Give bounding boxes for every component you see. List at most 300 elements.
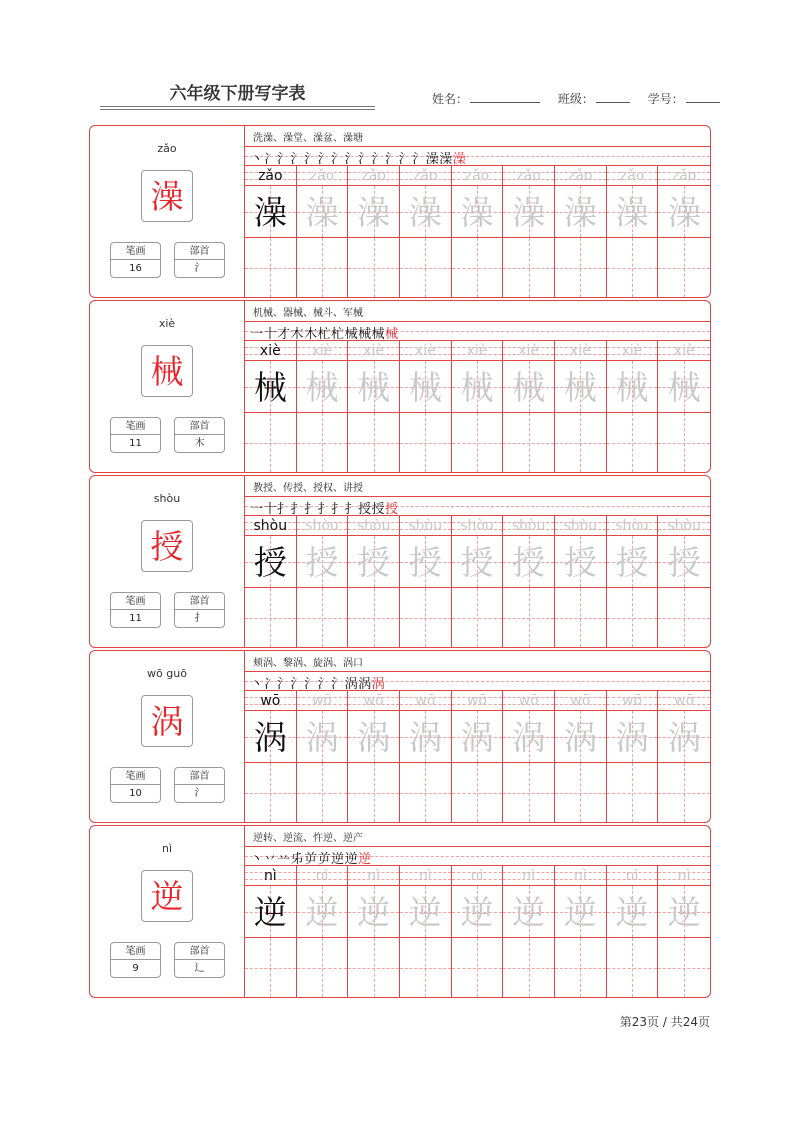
- radical-label: 部首: [175, 943, 224, 960]
- stroke-count: 16: [129, 263, 142, 274]
- practice-column: [607, 166, 659, 297]
- pinyin-cell[interactable]: [452, 341, 503, 361]
- pinyin-cell[interactable]: [400, 166, 451, 186]
- stroke-step: 氵: [317, 677, 332, 692]
- trace-cell[interactable]: [658, 711, 710, 763]
- pinyin-cell[interactable]: [503, 866, 554, 886]
- trace-cell[interactable]: [297, 886, 348, 938]
- pinyin-trace: nì: [470, 868, 484, 884]
- trace-cell[interactable]: [452, 536, 503, 588]
- pinyin-cell[interactable]: [555, 866, 606, 886]
- practice-column: [400, 866, 452, 997]
- char-trace: 械: [357, 367, 391, 407]
- char-card: [89, 300, 711, 473]
- pinyin-cell[interactable]: [658, 516, 710, 536]
- stroke-step: 氵: [290, 152, 305, 167]
- stroke-step: 十: [263, 327, 278, 342]
- trace-cell[interactable]: [503, 186, 554, 238]
- blank-practice-cell[interactable]: [245, 938, 296, 997]
- example-words: 洗澡、澡堂、澡盆、澡塘: [253, 133, 363, 144]
- char-pinyin: xiè: [158, 317, 176, 330]
- blank-practice-cell[interactable]: [348, 238, 399, 297]
- stroke-step: 冫: [263, 677, 278, 692]
- radical: 辶: [194, 963, 205, 974]
- trace-cell[interactable]: [348, 361, 399, 413]
- pinyin-trace: xiè: [311, 343, 333, 359]
- char-trace: 械: [460, 367, 494, 407]
- pinyin-cell[interactable]: [297, 866, 348, 886]
- trace-cell[interactable]: [297, 361, 348, 413]
- stroke-order: [250, 673, 385, 692]
- blank-practice-cell[interactable]: [503, 238, 554, 297]
- practice-column: [348, 516, 400, 647]
- char-trace: 授: [512, 542, 546, 582]
- stroke-step: 十: [263, 502, 278, 517]
- trace-cell[interactable]: [245, 886, 296, 938]
- practice-column: [400, 516, 452, 647]
- char-trace: 逆: [408, 892, 442, 932]
- stroke-step: 杧: [331, 327, 345, 342]
- stroke-order: [250, 323, 399, 342]
- stroke-step: 氵: [277, 677, 291, 692]
- blank-practice-cell[interactable]: [297, 413, 348, 472]
- char-card: [89, 475, 711, 648]
- trace-cell[interactable]: [658, 536, 710, 588]
- trace-cell[interactable]: [555, 536, 606, 588]
- trace-cell[interactable]: [297, 711, 348, 763]
- trace-cell[interactable]: [555, 711, 606, 763]
- stroke-step: 一: [250, 502, 264, 517]
- stroke-step: 涡: [358, 677, 372, 692]
- pinyin-trace: xiè: [673, 343, 695, 359]
- practice-grid: [245, 516, 710, 647]
- blank-practice-cell[interactable]: [555, 763, 606, 822]
- char-display: 械: [141, 345, 193, 397]
- blank-practice-cell[interactable]: [400, 588, 451, 647]
- char-trace: 澡: [667, 192, 701, 232]
- practice-column: [400, 691, 452, 822]
- blank-practice-cell[interactable]: [555, 588, 606, 647]
- char-card: [89, 825, 711, 998]
- pinyin-trace: xiè: [518, 343, 540, 359]
- blank-practice-cell[interactable]: [503, 938, 554, 997]
- trace-cell[interactable]: [607, 711, 658, 763]
- stroke-count-box: [110, 942, 161, 978]
- pinyin-trace: wō: [311, 693, 332, 709]
- stroke-step: 氵: [290, 677, 305, 692]
- blank-practice-cell[interactable]: [503, 413, 554, 472]
- trace-cell[interactable]: [245, 536, 296, 588]
- blank-practice-cell[interactable]: [607, 763, 658, 822]
- practice-column: [452, 166, 504, 297]
- blank-practice-cell[interactable]: [452, 938, 503, 997]
- pinyin-trace: shòu: [615, 518, 649, 534]
- pinyin-cell[interactable]: [658, 866, 710, 886]
- pinyin-trace: xiè: [621, 343, 643, 359]
- char-trace: 械: [408, 367, 442, 407]
- stroke-step: 丶: [250, 677, 264, 692]
- stroke-count-box: [110, 767, 161, 803]
- blank-practice-cell[interactable]: [452, 763, 503, 822]
- practice-column: [503, 691, 555, 822]
- stroke-step: 扌: [290, 502, 305, 517]
- stroke-step: 氵: [412, 152, 426, 167]
- char-trace: 澡: [253, 192, 287, 232]
- pinyin-trace: wō: [363, 693, 384, 709]
- trace-cell[interactable]: [503, 361, 554, 413]
- trace-cell[interactable]: [400, 886, 451, 938]
- pinyin-cell[interactable]: [297, 516, 348, 536]
- trace-cell[interactable]: [452, 361, 503, 413]
- stroke-step: 氵: [277, 152, 291, 167]
- blank-practice-cell[interactable]: [607, 413, 658, 472]
- pinyin-cell[interactable]: [452, 866, 503, 886]
- practice-column: [555, 516, 607, 647]
- trace-cell[interactable]: [555, 361, 606, 413]
- pinyin-trace: shòu: [356, 518, 391, 534]
- char-pinyin: zǎo: [157, 142, 177, 155]
- stroke-order-row: [245, 671, 710, 691]
- number-field[interactable]: [686, 91, 720, 103]
- blank-practice-cell[interactable]: [297, 588, 348, 647]
- pinyin-trace: shòu: [563, 518, 598, 534]
- pinyin-cell[interactable]: [607, 866, 658, 886]
- char-trace: 授: [615, 542, 649, 582]
- pinyin-cell[interactable]: [555, 691, 606, 711]
- pinyin-cell[interactable]: [297, 166, 348, 186]
- trace-cell[interactable]: [400, 711, 451, 763]
- pinyin-cell[interactable]: [503, 341, 554, 361]
- char-trace: 澡: [305, 192, 339, 232]
- blank-practice-cell[interactable]: [348, 938, 399, 997]
- stroke-step: 扌: [277, 502, 291, 517]
- trace-cell[interactable]: [607, 886, 658, 938]
- blank-practice-cell[interactable]: [555, 238, 606, 297]
- stroke-step: 屰: [317, 852, 332, 867]
- stroke-step: 氵: [304, 152, 318, 167]
- blank-practice-cell[interactable]: [400, 938, 451, 997]
- trace-cell[interactable]: [245, 361, 296, 413]
- class-field[interactable]: [596, 91, 630, 103]
- practice-column: [503, 866, 555, 997]
- stroke-count-box: [110, 242, 161, 278]
- trace-cell[interactable]: [658, 186, 710, 238]
- stroke-count-label: 笔画: [111, 243, 160, 260]
- blank-practice-cell[interactable]: [245, 763, 296, 822]
- practice-column: [348, 341, 400, 472]
- char-trace: 授: [253, 542, 287, 582]
- stroke-step: 逆: [344, 852, 359, 867]
- char-trace: 涡: [408, 717, 442, 757]
- practice-column: [658, 166, 710, 297]
- blank-practice-cell[interactable]: [400, 413, 451, 472]
- trace-cell[interactable]: [607, 536, 658, 588]
- practice-column: [503, 341, 555, 472]
- practice-column: [503, 516, 555, 647]
- trace-cell[interactable]: [452, 711, 503, 763]
- blank-practice-cell[interactable]: [348, 763, 399, 822]
- pinyin-cell[interactable]: [348, 166, 399, 186]
- practice-column: [607, 516, 659, 647]
- pinyin-cell[interactable]: [503, 166, 554, 186]
- practice-column: [503, 166, 555, 297]
- blank-practice-cell[interactable]: [607, 588, 658, 647]
- pinyin-trace: shòu: [460, 518, 494, 534]
- pinyin-cell[interactable]: [245, 166, 296, 186]
- char-trace: 涡: [563, 717, 597, 757]
- stroke-step: 才: [277, 327, 291, 342]
- char-trace: 械: [512, 367, 546, 407]
- blank-practice-cell[interactable]: [452, 588, 503, 647]
- pinyin-cell[interactable]: [555, 516, 606, 536]
- pinyin-cell[interactable]: [503, 691, 554, 711]
- stroke-order-row: [245, 496, 710, 516]
- practice-column: [348, 166, 400, 297]
- practice-column: [555, 166, 607, 297]
- practice-column: [297, 516, 349, 647]
- trace-cell[interactable]: [348, 536, 399, 588]
- blank-practice-cell[interactable]: [503, 588, 554, 647]
- trace-cell[interactable]: [400, 536, 451, 588]
- blank-practice-cell[interactable]: [400, 238, 451, 297]
- trace-cell[interactable]: [245, 186, 296, 238]
- blank-practice-cell[interactable]: [658, 938, 710, 997]
- pinyin-cell[interactable]: [555, 341, 606, 361]
- practice-grid: [245, 691, 710, 822]
- pinyin-cell[interactable]: [400, 866, 451, 886]
- trace-cell[interactable]: [452, 186, 503, 238]
- blank-practice-cell[interactable]: [607, 938, 658, 997]
- trace-cell[interactable]: [503, 536, 554, 588]
- char-trace: 涡: [357, 717, 391, 757]
- trace-cell[interactable]: [348, 186, 399, 238]
- pinyin-trace: xiè: [569, 343, 591, 359]
- stroke-step: 氵: [304, 677, 318, 692]
- pinyin-cell[interactable]: [658, 691, 710, 711]
- char-trace: 授: [357, 542, 391, 582]
- blank-practice-cell[interactable]: [503, 763, 554, 822]
- blank-practice-cell[interactable]: [658, 238, 710, 297]
- stroke-order-row: [245, 146, 710, 166]
- stroke-order: [250, 848, 372, 867]
- practice-column: [452, 341, 504, 472]
- pinyin-cell[interactable]: [400, 691, 451, 711]
- title-rule: [100, 109, 375, 110]
- char-trace: 澡: [357, 192, 391, 232]
- stroke-step: 氵: [385, 152, 399, 167]
- stroke-step: 逆: [331, 852, 345, 867]
- pinyin-cell[interactable]: [297, 691, 348, 711]
- blank-practice-cell[interactable]: [348, 588, 399, 647]
- blank-practice-cell[interactable]: [348, 413, 399, 472]
- pinyin-trace: zǎo: [258, 168, 283, 184]
- blank-practice-cell[interactable]: [452, 413, 503, 472]
- stroke-step: 丷: [263, 852, 278, 867]
- radical: 木: [194, 438, 205, 449]
- practice-column: [297, 691, 349, 822]
- pinyin-cell[interactable]: [400, 341, 451, 361]
- pinyin-cell[interactable]: [348, 866, 399, 886]
- pinyin-cell[interactable]: [658, 341, 710, 361]
- example-words: 教授、传授、授权、讲授: [253, 483, 363, 494]
- trace-cell[interactable]: [245, 711, 296, 763]
- trace-cell[interactable]: [348, 711, 399, 763]
- pinyin-cell[interactable]: [607, 166, 658, 186]
- trace-cell[interactable]: [607, 186, 658, 238]
- pinyin-cell[interactable]: [452, 691, 503, 711]
- blank-practice-cell[interactable]: [452, 238, 503, 297]
- pinyin-cell[interactable]: [658, 166, 710, 186]
- blank-practice-cell[interactable]: [658, 588, 710, 647]
- practice-column: [348, 691, 400, 822]
- title-rule: [100, 106, 375, 107]
- pinyin-cell[interactable]: [245, 866, 296, 886]
- pinyin-cell[interactable]: [297, 341, 348, 361]
- stroke-step: 氵: [398, 152, 413, 167]
- char-trace: 授: [408, 542, 442, 582]
- blank-practice-cell[interactable]: [555, 938, 606, 997]
- stroke-step: 械: [385, 327, 399, 342]
- practice-column: [245, 691, 297, 822]
- char-trace: 涡: [460, 717, 494, 757]
- stroke-step: 氵: [317, 152, 332, 167]
- pinyin-cell[interactable]: [452, 516, 503, 536]
- radical: 氵: [194, 263, 205, 274]
- char-trace: 逆: [563, 892, 597, 932]
- practice-column: [658, 866, 710, 997]
- char-pinyin: nì: [161, 842, 173, 855]
- pinyin-trace: nì: [522, 868, 536, 884]
- blank-practice-cell[interactable]: [297, 238, 348, 297]
- pinyin-trace: xiè: [466, 343, 488, 359]
- trace-cell[interactable]: [400, 361, 451, 413]
- stroke-count-label: 笔画: [111, 418, 160, 435]
- trace-cell[interactable]: [658, 886, 710, 938]
- pinyin-cell[interactable]: [555, 166, 606, 186]
- pinyin-trace: wō: [260, 693, 281, 709]
- pinyin-trace: zǎo: [619, 168, 645, 184]
- pinyin-cell[interactable]: [607, 516, 658, 536]
- radical: 扌: [194, 613, 205, 624]
- char-card: [89, 125, 711, 298]
- trace-cell[interactable]: [348, 886, 399, 938]
- radical-box: [174, 592, 225, 628]
- trace-cell[interactable]: [555, 886, 606, 938]
- stroke-step: 扌: [304, 502, 318, 517]
- practice-column: [452, 516, 504, 647]
- pinyin-cell[interactable]: [348, 516, 399, 536]
- blank-practice-cell[interactable]: [658, 413, 710, 472]
- char-trace: 逆: [512, 892, 546, 932]
- trace-cell[interactable]: [555, 186, 606, 238]
- practice-column: [297, 341, 349, 472]
- char-trace: 澡: [460, 192, 494, 232]
- pinyin-cell[interactable]: [348, 691, 399, 711]
- class-label: 班级：: [557, 92, 594, 106]
- stroke-step: 授: [358, 502, 372, 517]
- stroke-step: 䒑: [277, 852, 291, 867]
- char-trace: 逆: [667, 892, 701, 932]
- pinyin-trace: xiè: [259, 343, 281, 359]
- pinyin-trace: wō: [415, 693, 436, 709]
- stroke-step: 氵: [331, 677, 345, 692]
- trace-cell[interactable]: [503, 886, 554, 938]
- stroke-count: 9: [132, 963, 139, 974]
- stroke-step: 𠂔: [290, 852, 305, 867]
- practice-column: [452, 691, 504, 822]
- char-trace: 逆: [460, 892, 494, 932]
- char-info-panel: [90, 126, 245, 297]
- trace-cell[interactable]: [297, 536, 348, 588]
- blank-practice-cell[interactable]: [658, 763, 710, 822]
- pinyin-cell[interactable]: [245, 516, 296, 536]
- pinyin-trace: shòu: [253, 518, 288, 534]
- trace-cell[interactable]: [400, 186, 451, 238]
- char-trace: 逆: [357, 892, 391, 932]
- pinyin-cell[interactable]: [348, 341, 399, 361]
- practice-column: [658, 516, 710, 647]
- pinyin-trace: zǎo: [464, 168, 490, 184]
- pinyin-trace: xiè: [363, 343, 385, 359]
- char-trace: 涡: [512, 717, 546, 757]
- trace-cell[interactable]: [452, 886, 503, 938]
- pinyin-cell[interactable]: [245, 341, 296, 361]
- trace-cell[interactable]: [297, 186, 348, 238]
- pinyin-cell[interactable]: [245, 691, 296, 711]
- stroke-count-label: 笔画: [111, 768, 160, 785]
- practice-column: [348, 866, 400, 997]
- pinyin-cell[interactable]: [607, 341, 658, 361]
- pinyin-cell[interactable]: [607, 691, 658, 711]
- practice-column: [297, 866, 349, 997]
- blank-practice-cell[interactable]: [245, 238, 296, 297]
- stroke-step: 屰: [304, 852, 318, 867]
- pinyin-cell[interactable]: [503, 516, 554, 536]
- blank-practice-cell[interactable]: [297, 763, 348, 822]
- pinyin-cell[interactable]: [400, 516, 451, 536]
- pinyin-trace: shòu: [667, 518, 701, 534]
- blank-practice-cell[interactable]: [607, 238, 658, 297]
- stroke-count: 11: [129, 613, 142, 624]
- name-field[interactable]: [470, 91, 540, 103]
- blank-practice-cell[interactable]: [245, 588, 296, 647]
- stroke-step: 杧: [317, 327, 332, 342]
- trace-cell[interactable]: [607, 361, 658, 413]
- char-card: [89, 650, 711, 823]
- char-trace: 澡: [563, 192, 597, 232]
- blank-practice-cell[interactable]: [297, 938, 348, 997]
- pinyin-trace: wō: [674, 693, 695, 709]
- blank-practice-cell[interactable]: [555, 413, 606, 472]
- pinyin-trace: nì: [625, 868, 639, 884]
- pinyin-trace: shòu: [408, 518, 443, 534]
- pinyin-trace: wō: [466, 693, 487, 709]
- blank-practice-cell[interactable]: [400, 763, 451, 822]
- stroke-step: 澡: [452, 152, 467, 167]
- stroke-step: 扌: [344, 502, 359, 517]
- pinyin-trace: nì: [418, 868, 432, 884]
- practice-column: [245, 166, 297, 297]
- pinyin-cell[interactable]: [452, 166, 503, 186]
- stroke-step: 氵: [371, 152, 386, 167]
- pinyin-trace: wō: [622, 693, 643, 709]
- trace-cell[interactable]: [658, 361, 710, 413]
- blank-practice-cell[interactable]: [245, 413, 296, 472]
- stroke-step: 械: [358, 327, 372, 342]
- trace-cell[interactable]: [503, 711, 554, 763]
- char-pinyin: shòu: [153, 492, 181, 505]
- char-trace: 械: [253, 367, 287, 407]
